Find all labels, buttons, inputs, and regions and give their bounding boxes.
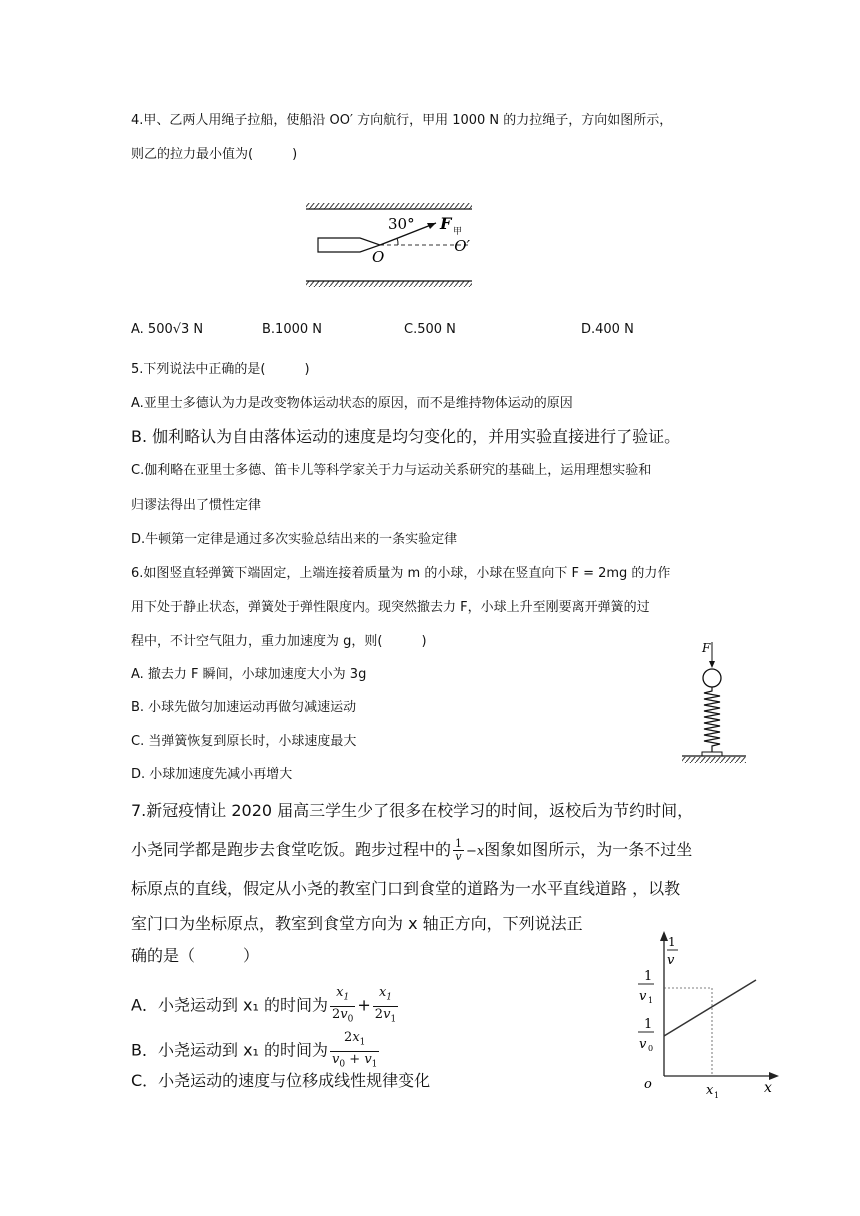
spring-coil <box>704 687 720 752</box>
q4-option-d: D.400 N <box>581 322 634 337</box>
lower-bank <box>306 281 472 287</box>
q7-stem-line3: 标原点的直线，假定从小尧的教室门口到食堂的道路为一水平直线道路 ，以教 <box>131 879 681 898</box>
q7-stem-line1: 7.新冠疫情让 2020 届高三学生少了很多在校学习的时间，返校后为节约时间， <box>131 801 694 820</box>
q7-option-b: B．小尧运动到 x₁ 的时间为 $\frac{2x_1}{v_0 + v_1}$ <box>131 1030 378 1070</box>
x-axis-label: x <box>764 1080 772 1096</box>
q7-line2-pre: 小尧同学都是跑步去食堂吃饭。跑步过程中的 <box>131 840 452 859</box>
svg-text:v: v <box>639 989 647 1004</box>
q4-option-c: C.500 N <box>404 322 456 337</box>
q7-option-a: A．小尧运动到 x₁ 的时间为 $\frac{x_1}{2v_0}$ + $\frac{x_1}{2v_1}$ <box>131 985 397 1025</box>
y-axis-label: v <box>667 953 675 968</box>
q6-stem-line1: 6.如图竖直轻弹簧下端固定，上端连接着质量为 m 的小球，小球在竖直向下 F = 2mg 的力作 <box>131 566 671 581</box>
point-o-label: O <box>372 248 385 266</box>
q7-graph <box>626 928 786 1102</box>
q6-stem-line2: 用下处于静止状态，弹簧处于弹性限度内。现突然撤去力 F，小球上升至刚要离开弹簧的过 <box>131 600 650 615</box>
svg-text:0: 0 <box>648 1044 654 1053</box>
q6-option-c: C. 当弹簧恢复到原长时，小球速度最大 <box>131 734 357 749</box>
q4-boat-figure <box>300 196 478 296</box>
svg-text:1: 1 <box>644 969 653 984</box>
graph-line <box>664 980 756 1036</box>
force-label: F <box>440 214 452 233</box>
q6-option-d: D. 小球加速度先减小再增大 <box>131 767 293 782</box>
q7-stem-line4: 室门口为坐标原点，教室到食堂方向为 x 轴正方向，下列说法正 <box>131 914 583 933</box>
origin-label: o <box>644 1077 652 1092</box>
svg-text:x: x <box>706 1083 714 1098</box>
q7-option-a-text: A．小尧运动到 x₁ 的时间为 <box>131 995 329 1015</box>
q7-line2-post: 图象如图所示，为一条不过坐 <box>484 840 693 859</box>
svg-text:1: 1 <box>648 996 654 1005</box>
svg-text:v: v <box>639 1037 647 1052</box>
q4-option-a: A. 500√3 N <box>131 322 204 337</box>
q5-option-c-line2: 归谬法得出了惯性定律 <box>131 498 262 513</box>
q7-option-b-text: B．小尧运动到 x₁ 的时间为 <box>131 1040 329 1060</box>
q6-option-b: B. 小球先做匀加速运动再做匀减速运动 <box>131 700 357 715</box>
q7-stem-line5: 确的是（ ） <box>131 946 260 965</box>
q5-option-d: D.牛顿第一定律是通过多次实验总结出来的一条实验定律 <box>131 532 458 547</box>
q4-stem-line1: 4.甲、乙两人用绳子拉船，使船沿 OO′ 方向航行，甲用 1000 N 的力拉绳子，方向如图所示， <box>131 113 673 128</box>
svg-text:1: 1 <box>644 1017 653 1032</box>
force-subscript: 甲 <box>453 227 463 237</box>
q5-option-b: B. 伽利略认为自由落体运动的速度是均匀变化的，并用实验直接进行了验证。 <box>131 427 681 446</box>
ball-icon <box>703 669 721 687</box>
q6-stem-line3: 程中，不计空气阻力，重力加速度为 g，则( ) <box>131 634 427 649</box>
q4-option-b: B.1000 N <box>262 322 322 337</box>
q6-option-a: A. 撤去力 F 瞬间，小球加速度大小为 3g <box>131 667 367 682</box>
upper-bank <box>306 203 472 209</box>
q5-option-c-line1: C.伽利略在亚里士多德、笛卡儿等科学家关于力与运动关系研究的基础上，运用理想实验和 <box>131 463 652 478</box>
svg-text:1: 1 <box>714 1091 720 1100</box>
boat-shape <box>318 238 380 252</box>
q7-stem-line2: 小尧同学都是跑步去食堂吃饭。跑步过程中的 $\frac{1}{v}$ −x图象如图所示，为一条不过坐 <box>131 837 693 863</box>
svg-text:1: 1 <box>668 935 676 949</box>
q7-option-c: C．小尧运动的速度与位移成线性规律变化 <box>131 1071 431 1090</box>
point-o2-label: O′ <box>454 237 470 255</box>
angle-label: 30° <box>388 215 415 233</box>
spring-force-label: F <box>702 641 711 655</box>
q4-stem-line2: 则乙的拉力最小值为( ) <box>131 147 298 162</box>
q5-stem: 5.下列说法中正确的是( ) <box>131 362 310 377</box>
q5-option-a: A.亚里士多德认为力是改变物体运动状态的原因，而不是维持物体运动的原因 <box>131 396 573 411</box>
q6-spring-figure <box>676 636 752 768</box>
